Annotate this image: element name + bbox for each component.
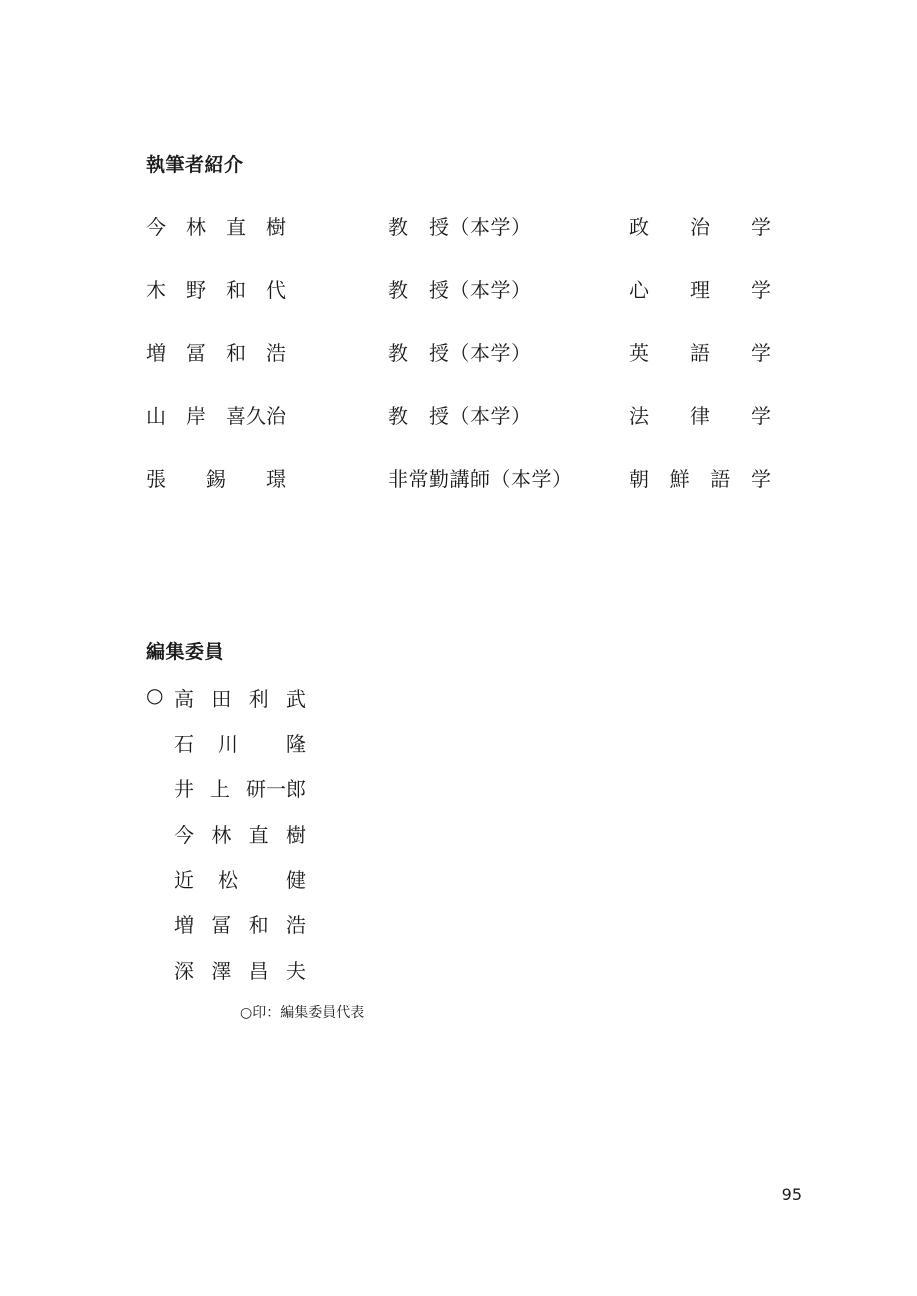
field-char: 語 [690,341,710,365]
author-name [146,400,286,429]
field-char: 学 [750,467,771,491]
name-char: 今 [146,215,166,239]
name-char: 武 [285,687,306,711]
field-char: 心 [629,278,649,302]
author-name [146,463,286,492]
name-char: 冨 [211,913,232,937]
author-field [629,211,771,240]
name-char: 今 [174,823,194,847]
name-char: 健 [286,868,306,892]
field-char: 法 [629,404,649,428]
name-char: 岸 [186,404,206,428]
member-name [174,864,306,893]
author-position: 非常勤講師（本学） [388,467,573,491]
name-char: 浩 [285,913,306,937]
name-char: 田 [211,687,232,711]
name-char: 研一郎 [246,777,306,801]
name-char: 近 [174,868,194,892]
member-name [174,773,306,802]
name-char: 張 [146,467,166,491]
name-char: 昌 [248,959,269,983]
name-char: 直 [248,823,269,847]
member-name [174,955,306,984]
author-field [629,274,771,303]
name-char: 林 [211,823,232,847]
name-char: 上 [210,777,230,801]
name-char: 冨 [186,341,206,365]
field-char: 学 [751,341,771,365]
page-number: 95 [781,1185,802,1204]
author-row [0,400,917,430]
representative-note: ○印：編集委員代表 [240,1005,365,1021]
name-char: 井 [174,777,194,801]
field-char: 理 [690,278,710,302]
name-char: 増 [146,341,166,365]
name-char: 樹 [285,823,306,847]
author-field [629,337,771,366]
author-name [146,274,286,303]
field-char: 英 [629,341,649,365]
name-char: 隆 [286,732,306,756]
name-char: 高 [174,687,194,711]
author-row [0,211,917,241]
name-char: 和 [248,913,269,937]
name-char: 錫 [206,467,226,491]
name-char: 喜久治 [226,404,286,428]
editors-heading: 編集委員 [146,641,225,663]
author-position: 教 授（本学） [388,215,532,239]
author-name [146,211,286,240]
name-char: 松 [218,868,238,892]
field-char: 律 [690,404,710,428]
author-position: 教 授（本学） [388,404,532,428]
name-char: 璟 [266,467,286,491]
author-row [0,337,917,367]
name-char: 和 [226,341,246,365]
name-char: 野 [186,278,206,302]
name-char: 樹 [266,215,286,239]
field-char: 鮮 [669,467,690,491]
author-position: 教 授（本学） [388,278,532,302]
field-char: 政 [629,215,649,239]
member-name [174,819,306,848]
name-char: 増 [174,913,194,937]
author-name [146,337,286,366]
field-char: 治 [690,215,710,239]
field-char: 語 [710,467,731,491]
name-char: 木 [146,278,166,302]
representative-mark: ○ [146,683,164,707]
field-char: 学 [751,215,771,239]
name-char: 夫 [285,959,306,983]
author-field [629,400,771,429]
name-char: 山 [146,404,166,428]
name-char: 利 [248,687,269,711]
field-char: 学 [751,278,771,302]
name-char: 浩 [266,341,286,365]
author-position: 教 授（本学） [388,341,532,365]
name-char: 深 [174,959,194,983]
name-char: 代 [266,278,286,302]
name-char: 林 [186,215,206,239]
name-char: 和 [226,278,246,302]
field-char: 朝 [629,467,649,491]
author-row [0,274,917,304]
name-char: 澤 [211,959,232,983]
member-name [174,683,306,712]
name-char: 石 [174,732,194,756]
name-char: 川 [218,732,238,756]
author-row [0,463,917,493]
author-field [629,463,771,492]
member-name [174,728,306,757]
member-name [174,909,306,938]
name-char: 直 [226,215,246,239]
field-char: 学 [751,404,771,428]
authors-heading: 執筆者紹介 [146,154,244,176]
